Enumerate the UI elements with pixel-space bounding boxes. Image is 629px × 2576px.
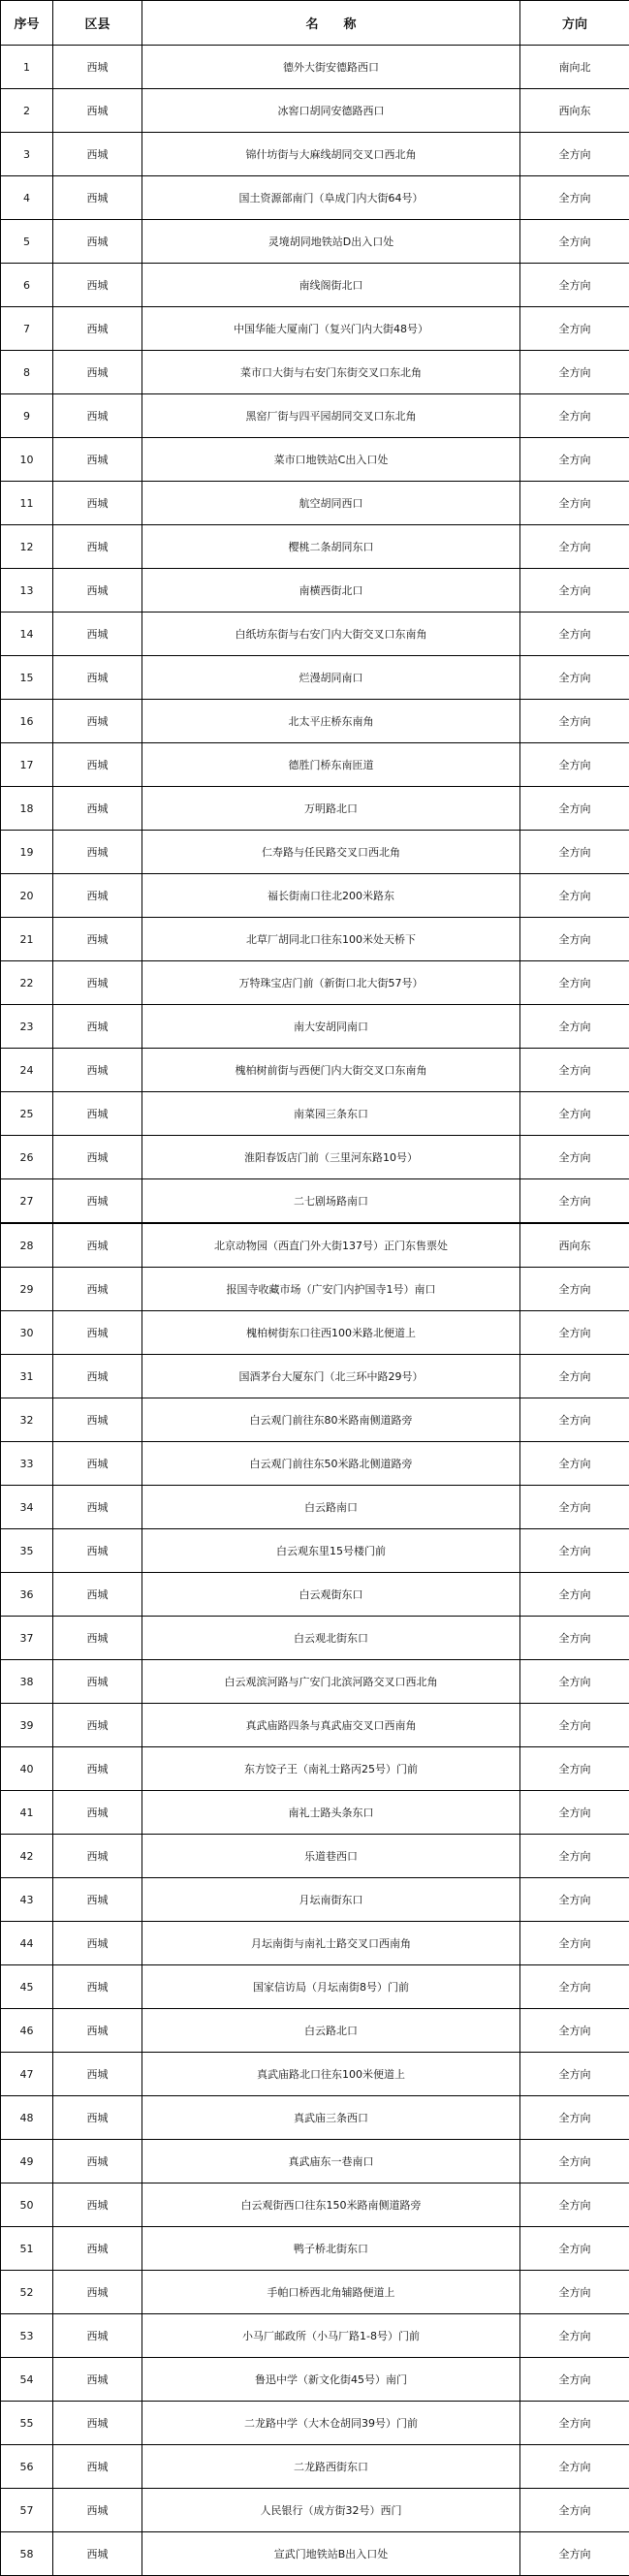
row-direction-cell: 全方向	[520, 831, 629, 874]
row-name-cell: 白云观街东口	[142, 1573, 520, 1617]
row-name-cell: 槐柏树前街与西便门内大街交叉口东南角	[142, 1049, 520, 1092]
table-row	[1, 438, 629, 482]
row-name-cell: 真武庙三条西口	[142, 2096, 520, 2140]
row-direction-cell: 全方向	[520, 1442, 629, 1486]
table-row	[1, 613, 629, 656]
row-index-cell: 8	[1, 351, 53, 394]
row-direction-cell: 全方向	[520, 1922, 629, 1965]
row-name-cell: 东方饺子王（南礼士路丙25号）门前	[142, 1747, 520, 1791]
row-name-cell: 南线阁街北口	[142, 264, 520, 307]
row-index-cell: 18	[1, 787, 53, 831]
row-name-cell: 白云路北口	[142, 2009, 520, 2053]
table-row	[1, 569, 629, 613]
row-index-cell: 45	[1, 1965, 53, 2009]
row-index-cell: 53	[1, 2314, 53, 2358]
table-row	[1, 1878, 629, 1922]
row-district-cell: 西城	[53, 1092, 142, 1136]
table-row	[1, 2009, 629, 2053]
table-row	[1, 220, 629, 264]
table-row	[1, 1529, 629, 1573]
row-name-cell: 德胜门桥东南匝道	[142, 743, 520, 787]
row-district-cell: 西城	[53, 1268, 142, 1311]
table-row	[1, 2445, 629, 2489]
header-row	[1, 1, 629, 46]
row-index-cell: 23	[1, 1005, 53, 1049]
row-index-cell: 39	[1, 1704, 53, 1747]
row-direction-cell: 全方向	[520, 2227, 629, 2271]
row-index-cell: 43	[1, 1878, 53, 1922]
table-row	[1, 482, 629, 525]
row-district-cell: 西城	[53, 482, 142, 525]
row-district-cell: 西城	[53, 700, 142, 743]
row-index-cell: 57	[1, 2489, 53, 2532]
row-direction-cell: 南向北	[520, 46, 629, 89]
row-index-cell: 36	[1, 1573, 53, 1617]
row-index-cell: 21	[1, 918, 53, 961]
row-index-cell: 56	[1, 2445, 53, 2489]
row-district-cell: 西城	[53, 1398, 142, 1442]
row-district-cell: 西城	[53, 2532, 142, 2576]
table-row	[1, 1179, 629, 1224]
row-index-cell: 20	[1, 874, 53, 918]
table-row	[1, 2314, 629, 2358]
row-index-cell: 31	[1, 1355, 53, 1398]
row-index-cell: 54	[1, 2358, 53, 2402]
row-name-cell: 北太平庄桥东南角	[142, 700, 520, 743]
row-district-cell: 西城	[53, 525, 142, 569]
table-row	[1, 307, 629, 351]
row-direction-cell: 全方向	[520, 1311, 629, 1355]
row-name-cell: 国酒茅台大厦东门（北三环中路29号）	[142, 1355, 520, 1398]
table-row	[1, 700, 629, 743]
row-direction-cell: 全方向	[520, 1965, 629, 2009]
row-name-cell: 二龙路中学（大木仓胡同39号）门前	[142, 2402, 520, 2445]
table-row	[1, 89, 629, 133]
table-row	[1, 1092, 629, 1136]
table-row	[1, 2227, 629, 2271]
table-row	[1, 1791, 629, 1835]
row-direction-cell: 全方向	[520, 2271, 629, 2314]
table-row	[1, 2271, 629, 2314]
table-row	[1, 1268, 629, 1311]
row-index-cell: 26	[1, 1136, 53, 1179]
row-name-cell: 乐道巷西口	[142, 1835, 520, 1878]
row-direction-cell: 全方向	[520, 743, 629, 787]
row-direction-cell: 全方向	[520, 220, 629, 264]
row-district-cell: 西城	[53, 1835, 142, 1878]
row-direction-cell: 全方向	[520, 1835, 629, 1878]
row-direction-cell: 全方向	[520, 2140, 629, 2183]
row-district-cell: 西城	[53, 831, 142, 874]
row-direction-cell: 全方向	[520, 1179, 629, 1224]
table-body	[1, 46, 629, 2576]
header-name: 名 称	[142, 1, 520, 46]
row-name-cell: 菜市口地铁站C出入口处	[142, 438, 520, 482]
row-name-cell: 南横西街北口	[142, 569, 520, 613]
row-index-cell: 3	[1, 133, 53, 176]
row-index-cell: 6	[1, 264, 53, 307]
row-index-cell: 14	[1, 613, 53, 656]
row-direction-cell: 全方向	[520, 2532, 629, 2576]
row-name-cell: 航空胡同西口	[142, 482, 520, 525]
row-direction-cell: 全方向	[520, 1092, 629, 1136]
table-row	[1, 1704, 629, 1747]
row-name-cell: 小马厂邮政所（小马厂路1-8号）门前	[142, 2314, 520, 2358]
table-row	[1, 2096, 629, 2140]
row-name-cell: 月坛南街东口	[142, 1878, 520, 1922]
row-name-cell: 灵境胡同地铁站D出入口处	[142, 220, 520, 264]
row-district-cell: 西城	[53, 2271, 142, 2314]
row-district-cell: 西城	[53, 613, 142, 656]
header-district: 区县	[53, 1, 142, 46]
row-direction-cell: 全方向	[520, 961, 629, 1005]
row-district-cell: 西城	[53, 743, 142, 787]
row-index-cell: 46	[1, 2009, 53, 2053]
row-district-cell: 西城	[53, 2314, 142, 2358]
row-index-cell: 10	[1, 438, 53, 482]
row-name-cell: 樱桃二条胡同东口	[142, 525, 520, 569]
row-district-cell: 西城	[53, 438, 142, 482]
row-index-cell: 34	[1, 1486, 53, 1529]
row-index-cell: 22	[1, 961, 53, 1005]
row-district-cell: 西城	[53, 1442, 142, 1486]
row-name-cell: 宣武门地铁站B出入口处	[142, 2532, 520, 2576]
row-name-cell: 白云观街西口往东150米路南侧道路旁	[142, 2183, 520, 2227]
row-index-cell: 25	[1, 1092, 53, 1136]
row-name-cell: 白云观滨河路与广安门北滨河路交叉口西北角	[142, 1660, 520, 1704]
row-index-cell: 44	[1, 1922, 53, 1965]
table-row	[1, 2183, 629, 2227]
table-row	[1, 2402, 629, 2445]
row-index-cell: 32	[1, 1398, 53, 1442]
row-index-cell: 1	[1, 46, 53, 89]
table-row	[1, 1136, 629, 1179]
row-name-cell: 白纸坊东街与右安门内大街交叉口东南角	[142, 613, 520, 656]
row-direction-cell: 全方向	[520, 2096, 629, 2140]
row-name-cell: 北京动物园（西直门外大街137号）正门东售票处	[142, 1223, 520, 1268]
table-row	[1, 176, 629, 220]
row-name-cell: 黑窑厂街与四平园胡同交叉口东北角	[142, 394, 520, 438]
table-row	[1, 1442, 629, 1486]
row-district-cell: 西城	[53, 1223, 142, 1268]
row-direction-cell: 全方向	[520, 394, 629, 438]
row-district-cell: 西城	[53, 1617, 142, 1660]
row-index-cell: 4	[1, 176, 53, 220]
row-district-cell: 西城	[53, 2489, 142, 2532]
row-name-cell: 淮阳春饭店门前（三里河东路10号）	[142, 1136, 520, 1179]
row-index-cell: 50	[1, 2183, 53, 2227]
row-district-cell: 西城	[53, 1355, 142, 1398]
row-district-cell: 西城	[53, 394, 142, 438]
row-direction-cell: 全方向	[520, 133, 629, 176]
table-row	[1, 46, 629, 89]
table-row	[1, 961, 629, 1005]
row-index-cell: 7	[1, 307, 53, 351]
row-index-cell: 11	[1, 482, 53, 525]
row-index-cell: 47	[1, 2053, 53, 2096]
row-index-cell: 24	[1, 1049, 53, 1092]
table-row	[1, 743, 629, 787]
table-row	[1, 1922, 629, 1965]
row-index-cell: 49	[1, 2140, 53, 2183]
row-district-cell: 西城	[53, 133, 142, 176]
table-row	[1, 1660, 629, 1704]
row-direction-cell: 全方向	[520, 1878, 629, 1922]
row-index-cell: 28	[1, 1223, 53, 1268]
row-name-cell: 真武庙路四条与真武庙交叉口西南角	[142, 1704, 520, 1747]
row-direction-cell: 全方向	[520, 438, 629, 482]
row-district-cell: 西城	[53, 1049, 142, 1092]
row-district-cell: 西城	[53, 46, 142, 89]
row-name-cell: 真武庙路北口往东100米便道上	[142, 2053, 520, 2096]
row-district-cell: 西城	[53, 307, 142, 351]
row-direction-cell: 全方向	[520, 874, 629, 918]
row-direction-cell: 全方向	[520, 1355, 629, 1398]
row-direction-cell: 全方向	[520, 1791, 629, 1835]
row-district-cell: 西城	[53, 1573, 142, 1617]
row-direction-cell: 全方向	[520, 1747, 629, 1791]
table-row	[1, 1965, 629, 2009]
row-name-cell: 国土资源部南门（阜成门内大街64号）	[142, 176, 520, 220]
row-direction-cell: 西向东	[520, 1223, 629, 1268]
row-name-cell: 白云观门前往东80米路南侧道路旁	[142, 1398, 520, 1442]
row-index-cell: 55	[1, 2402, 53, 2445]
row-direction-cell: 全方向	[520, 1049, 629, 1092]
table-row	[1, 133, 629, 176]
row-index-cell: 42	[1, 1835, 53, 1878]
row-district-cell: 西城	[53, 2445, 142, 2489]
row-index-cell: 27	[1, 1179, 53, 1224]
row-direction-cell: 西向东	[520, 89, 629, 133]
row-direction-cell: 全方向	[520, 1573, 629, 1617]
row-direction-cell: 全方向	[520, 2489, 629, 2532]
row-name-cell: 白云路南口	[142, 1486, 520, 1529]
row-index-cell: 35	[1, 1529, 53, 1573]
row-district-cell: 西城	[53, 569, 142, 613]
row-district-cell: 西城	[53, 2358, 142, 2402]
row-index-cell: 15	[1, 656, 53, 700]
table-row	[1, 1617, 629, 1660]
row-direction-cell: 全方向	[520, 2402, 629, 2445]
row-index-cell: 5	[1, 220, 53, 264]
row-name-cell: 冰窖口胡同安德路西口	[142, 89, 520, 133]
row-district-cell: 西城	[53, 2096, 142, 2140]
table-row	[1, 525, 629, 569]
row-district-cell: 西城	[53, 874, 142, 918]
row-name-cell: 月坛南街与南礼士路交叉口西南角	[142, 1922, 520, 1965]
row-district-cell: 西城	[53, 656, 142, 700]
table-row	[1, 874, 629, 918]
row-direction-cell: 全方向	[520, 2445, 629, 2489]
row-district-cell: 西城	[53, 2053, 142, 2096]
table-row	[1, 1486, 629, 1529]
header-direction: 方向	[520, 1, 629, 46]
row-name-cell: 万特珠宝店门前（新街口北大街57号）	[142, 961, 520, 1005]
row-district-cell: 西城	[53, 918, 142, 961]
row-district-cell: 西城	[53, 2140, 142, 2183]
row-index-cell: 2	[1, 89, 53, 133]
table-row	[1, 2140, 629, 2183]
table-row	[1, 1747, 629, 1791]
row-district-cell: 西城	[53, 2009, 142, 2053]
row-district-cell: 西城	[53, 351, 142, 394]
row-direction-cell: 全方向	[520, 918, 629, 961]
row-direction-cell: 全方向	[520, 2183, 629, 2227]
row-name-cell: 鸭子桥北街东口	[142, 2227, 520, 2271]
table-row	[1, 2489, 629, 2532]
row-district-cell: 西城	[53, 89, 142, 133]
table-row	[1, 918, 629, 961]
row-name-cell: 真武庙东一巷南口	[142, 2140, 520, 2183]
row-district-cell: 西城	[53, 1179, 142, 1224]
table-row	[1, 1049, 629, 1092]
row-name-cell: 南大安胡同南口	[142, 1005, 520, 1049]
row-district-cell: 西城	[53, 787, 142, 831]
row-district-cell: 西城	[53, 220, 142, 264]
row-index-cell: 17	[1, 743, 53, 787]
row-direction-cell: 全方向	[520, 2314, 629, 2358]
row-direction-cell: 全方向	[520, 613, 629, 656]
row-name-cell: 二七剧场路南口	[142, 1179, 520, 1224]
row-direction-cell: 全方向	[520, 176, 629, 220]
row-name-cell: 德外大街安德路西口	[142, 46, 520, 89]
row-direction-cell: 全方向	[520, 1529, 629, 1573]
row-index-cell: 9	[1, 394, 53, 438]
row-name-cell: 锦什坊街与大麻线胡同交叉口西北角	[142, 133, 520, 176]
row-index-cell: 48	[1, 2096, 53, 2140]
table-row	[1, 264, 629, 307]
row-district-cell: 西城	[53, 264, 142, 307]
row-district-cell: 西城	[53, 176, 142, 220]
row-direction-cell: 全方向	[520, 787, 629, 831]
row-name-cell: 北草厂胡同北口往东100米处天桥下	[142, 918, 520, 961]
row-name-cell: 白云观东里15号楼门前	[142, 1529, 520, 1573]
row-direction-cell: 全方向	[520, 1005, 629, 1049]
row-name-cell: 万明路北口	[142, 787, 520, 831]
row-direction-cell: 全方向	[520, 1268, 629, 1311]
row-name-cell: 南菜园三条东口	[142, 1092, 520, 1136]
row-district-cell: 西城	[53, 2183, 142, 2227]
row-name-cell: 人民银行（成方街32号）西门	[142, 2489, 520, 2532]
row-index-cell: 16	[1, 700, 53, 743]
table-row	[1, 351, 629, 394]
row-index-cell: 51	[1, 2227, 53, 2271]
row-index-cell: 19	[1, 831, 53, 874]
table-row	[1, 656, 629, 700]
row-direction-cell: 全方向	[520, 482, 629, 525]
row-index-cell: 13	[1, 569, 53, 613]
row-index-cell: 52	[1, 2271, 53, 2314]
row-direction-cell: 全方向	[520, 2358, 629, 2402]
table-row	[1, 2053, 629, 2096]
row-name-cell: 菜市口大街与右安门东街交叉口东北角	[142, 351, 520, 394]
row-index-cell: 38	[1, 1660, 53, 1704]
table-row	[1, 1005, 629, 1049]
row-district-cell: 西城	[53, 1704, 142, 1747]
row-name-cell: 二龙路西街东口	[142, 2445, 520, 2489]
row-name-cell: 仁寿路与任民路交叉口西北角	[142, 831, 520, 874]
row-direction-cell: 全方向	[520, 1704, 629, 1747]
row-direction-cell: 全方向	[520, 656, 629, 700]
row-district-cell: 西城	[53, 1747, 142, 1791]
table-row	[1, 2532, 629, 2576]
row-name-cell: 报国寺收藏市场（广安门内护国寺1号）南口	[142, 1268, 520, 1311]
row-index-cell: 37	[1, 1617, 53, 1660]
row-direction-cell: 全方向	[520, 351, 629, 394]
row-direction-cell: 全方向	[520, 1617, 629, 1660]
row-name-cell: 福长街南口往北200米路东	[142, 874, 520, 918]
row-district-cell: 西城	[53, 1965, 142, 2009]
row-index-cell: 29	[1, 1268, 53, 1311]
row-direction-cell: 全方向	[520, 525, 629, 569]
row-name-cell: 南礼士路头条东口	[142, 1791, 520, 1835]
row-district-cell: 西城	[53, 961, 142, 1005]
row-direction-cell: 全方向	[520, 2009, 629, 2053]
row-name-cell: 国家信访局（月坛南街8号）门前	[142, 1965, 520, 2009]
row-district-cell: 西城	[53, 1660, 142, 1704]
row-district-cell: 西城	[53, 1486, 142, 1529]
row-direction-cell: 全方向	[520, 1486, 629, 1529]
table-row	[1, 1355, 629, 1398]
row-district-cell: 西城	[53, 1136, 142, 1179]
table-row	[1, 1835, 629, 1878]
row-index-cell: 41	[1, 1791, 53, 1835]
row-direction-cell: 全方向	[520, 1660, 629, 1704]
row-name-cell: 白云观门前往东50米路北侧道路旁	[142, 1442, 520, 1486]
row-index-cell: 30	[1, 1311, 53, 1355]
table-row	[1, 1398, 629, 1442]
row-direction-cell: 全方向	[520, 1136, 629, 1179]
row-name-cell: 鲁迅中学（新文化街45号）南门	[142, 2358, 520, 2402]
row-district-cell: 西城	[53, 1311, 142, 1355]
row-district-cell: 西城	[53, 2402, 142, 2445]
row-name-cell: 手帕口桥西北角辅路便道上	[142, 2271, 520, 2314]
row-index-cell: 33	[1, 1442, 53, 1486]
table-row	[1, 1573, 629, 1617]
table-row	[1, 1223, 629, 1268]
row-index-cell: 40	[1, 1747, 53, 1791]
table-row	[1, 2358, 629, 2402]
row-direction-cell: 全方向	[520, 700, 629, 743]
row-name-cell: 白云观北街东口	[142, 1617, 520, 1660]
row-district-cell: 西城	[53, 2227, 142, 2271]
row-index-cell: 12	[1, 525, 53, 569]
table-row	[1, 831, 629, 874]
row-district-cell: 西城	[53, 1878, 142, 1922]
row-district-cell: 西城	[53, 1529, 142, 1573]
table-row	[1, 787, 629, 831]
row-direction-cell: 全方向	[520, 307, 629, 351]
row-district-cell: 西城	[53, 1791, 142, 1835]
row-name-cell: 槐柏树街东口往西100米路北便道上	[142, 1311, 520, 1355]
table-row	[1, 1311, 629, 1355]
row-index-cell: 58	[1, 2532, 53, 2576]
header-index: 序号	[1, 1, 53, 46]
row-direction-cell: 全方向	[520, 2053, 629, 2096]
row-direction-cell: 全方向	[520, 1398, 629, 1442]
row-name-cell: 烂漫胡同南口	[142, 656, 520, 700]
row-name-cell: 中国华能大厦南门（复兴门内大街48号）	[142, 307, 520, 351]
row-district-cell: 西城	[53, 1005, 142, 1049]
row-direction-cell: 全方向	[520, 569, 629, 613]
row-direction-cell: 全方向	[520, 264, 629, 307]
table-row	[1, 394, 629, 438]
row-district-cell: 西城	[53, 1922, 142, 1965]
